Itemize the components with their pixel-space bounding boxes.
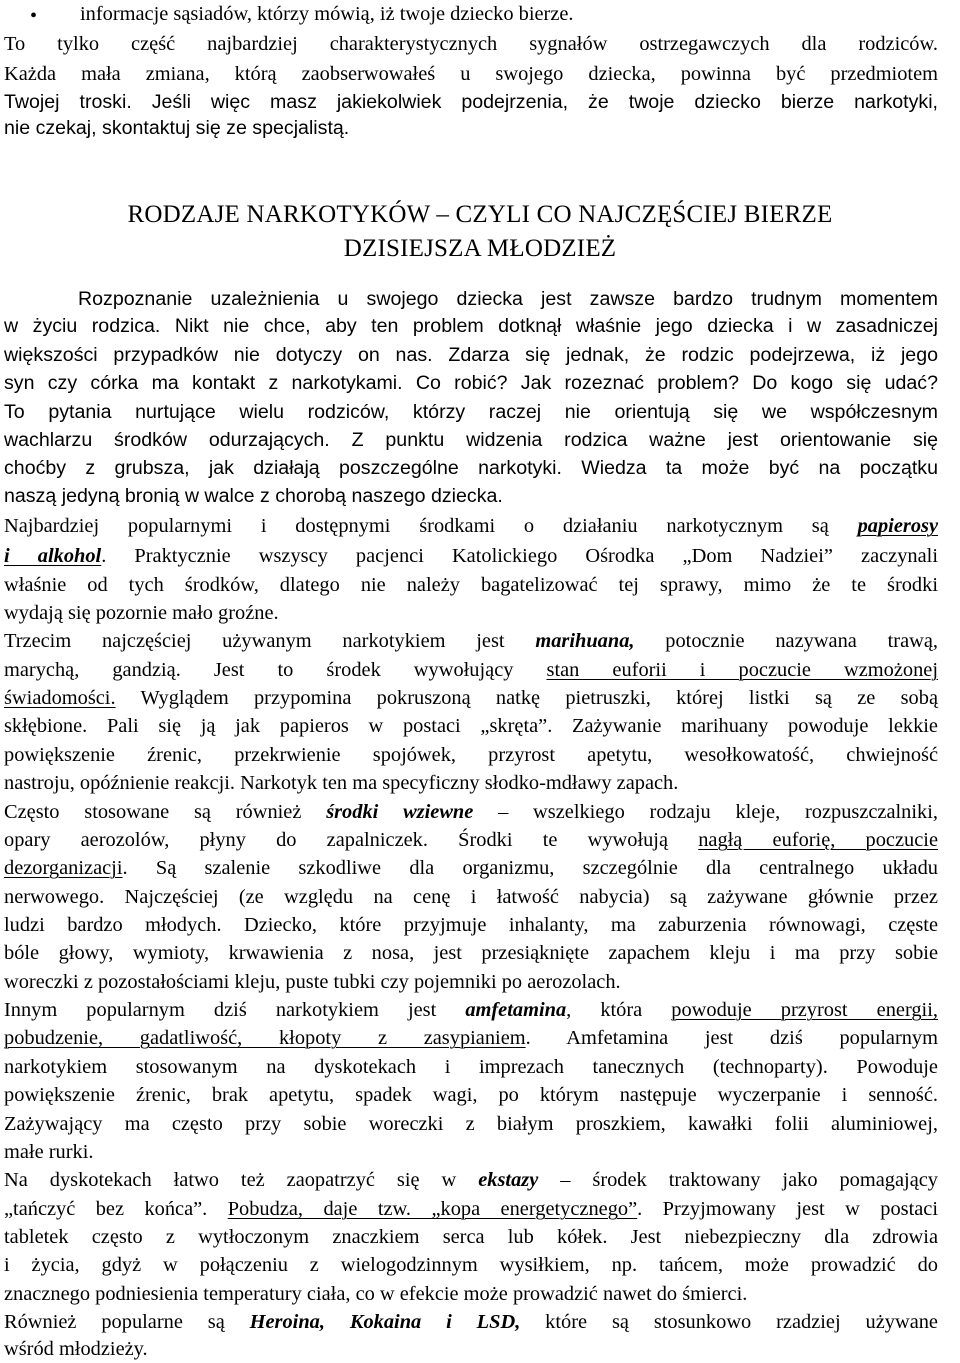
text-line: Twojej troski. Jeśli więc masz jakiekolwiek podejrzenia, że twoje dziecko bierze narkotyki,	[4, 91, 938, 113]
text-span: Również popularne są	[4, 1311, 250, 1333]
emphasis-term: ekstazy	[478, 1169, 539, 1191]
text-line: wydają się pozornie mało groźne.	[4, 602, 279, 624]
text-line: skłębione. Pali się ją jak papieros w postaci „skręta”. Zażywanie marihuany powoduje lekkie	[4, 715, 938, 737]
text-line: tabletek często z wytłoczonym znaczkiem serca lub kółek. Jest niebezpieczny dla zdrowia	[4, 1226, 938, 1248]
text-line	[4, 1196, 938, 1222]
text-line: powiększenie źrenic, przekrwienie spojówek, przyrost apetytu, wesołkowatość, chwiejność	[4, 744, 938, 766]
text-line	[4, 1167, 938, 1193]
text-line: Zażywający ma często przy sobie woreczki z białym proszkiem, kawałki folii aluminiowej,	[4, 1113, 938, 1135]
text-span: – wszelkiego rodzaju kleje, rozpuszczalniki,	[473, 801, 939, 823]
text-span: , która	[566, 999, 672, 1021]
text-line: nie czekaj, skontaktuj się ze specjalistą.	[4, 117, 350, 139]
text-span: . Amfetamina jest dziś popularnym	[525, 1027, 938, 1049]
text-line: naszą jedyną bronią w walce z chorobą naszego dziecka.	[4, 485, 503, 507]
bullet-icon: •	[30, 5, 38, 27]
text-line: To pytania nurtujące wielu rodziców, którzy raczej nie orientują się we współczesnym	[4, 401, 938, 423]
text-line: choćby z grubsza, jak działają poszczególne narkotyki. Wiedza ta może być na początku	[4, 457, 938, 479]
text-span: . Przyjmowany jest w postaci	[637, 1198, 939, 1220]
underlined-phrase: nagłą euforię, poczucie	[698, 829, 938, 851]
text-span: Najbardziej popularnymi i dostępnymi środkami o działaniu narkotycznym są	[4, 515, 858, 537]
text-line: w życiu rodzica. Nikt nie chce, aby ten problem dotknął właśnie jego dziecka i w zasadniczej	[4, 315, 938, 337]
underlined-phrase: Pobudza, daje tzw. „kopa energetycznego”	[227, 1198, 638, 1220]
text-line: bóle głowy, wymioty, krwawienia z nosa, jest przesiąknięte zapachem kleju i ma przy sobie	[4, 942, 938, 964]
text-line: powiększenie źrenic, brak apetytu, spadek wagi, po którym następuje wyczerpanie i senność.	[4, 1084, 938, 1106]
text-span: opary aerozolów, płyny do zapalniczek. Środki te wywołują	[4, 829, 699, 851]
text-line: Każda mała zmiana, którą zaobserwowałeś u swojego dziecka, powinna być przedmiotem	[4, 63, 938, 85]
text-span: marychą, gandzią. Jest to środek wywołujący	[4, 659, 547, 681]
text-span: Często stosowane są również	[4, 801, 327, 823]
emphasis-term: środki wziewne	[326, 801, 474, 823]
emphasis-term: marihuana,	[535, 630, 635, 652]
text-span: „tańczyć bez końca”.	[4, 1198, 228, 1220]
text-span: Wyglądem przypomina pokruszoną natkę pietruszki, której listki są ze sobą	[115, 687, 938, 709]
text-line: właśnie od tych środków, dlatego nie należy bagatelizować tej sprawy, mimo że te środki	[4, 574, 938, 596]
text-span: potocznie nazywana trawą,	[634, 630, 938, 652]
text-line	[4, 543, 938, 569]
text-line: woreczki z pozostałościami kleju, puste tubki czy pojemniki po aerozolach.	[4, 971, 621, 993]
text-line	[4, 855, 938, 881]
bullet-item	[30, 1, 938, 27]
text-span: Trzecim najczęściej używanym narkotykiem jest	[4, 630, 536, 652]
text-line	[4, 513, 938, 539]
underlined-phrase: dezorganizacji	[4, 857, 123, 879]
text-span: Innym popularnym dziś narkotykiem jest	[4, 999, 466, 1021]
emphasis-term: i alkohol	[4, 545, 102, 567]
text-span: Na dyskotekach łatwo też zaopatrzyć się w	[4, 1169, 479, 1191]
text-line: i życia, gdyż w połączeniu z wielogodzinnym wysiłkiem, np. tańcem, może prowadzić do	[4, 1254, 938, 1276]
emphasis-term: papierosy	[857, 515, 938, 537]
text-line	[4, 827, 938, 853]
text-line	[4, 685, 938, 711]
text-line	[4, 1309, 938, 1335]
underlined-phrase: pobudzenie, gadatliwość, kłopoty z zasypianiem	[4, 1027, 526, 1049]
section-heading-line1: RODZAJE NARKOTYKÓW – CZYLI CO NAJCZĘŚCIEJ BIERZE	[127, 201, 833, 228]
emphasis-term: amfetamina	[465, 999, 567, 1021]
text-line: syn czy córka ma kontakt z narkotykami. Co robić? Jak rozeznać problem? Do kogo się udać?	[4, 372, 938, 394]
section-heading-line2: DZISIEJSZA MŁODZIEŻ	[343, 235, 617, 262]
text-line	[4, 628, 938, 654]
emphasis-term: Heroina, Kokaina i LSD,	[249, 1311, 521, 1333]
text-line: małe rurki.	[4, 1141, 94, 1163]
text-line: nerwowego. Najczęściej (ze względu na cenę i łatwość nabycia) są zażywane głównie przez	[4, 886, 938, 908]
text-line	[4, 799, 938, 825]
text-line: wachlarzu środków odurzających. Z punktu widzenia rodzica ważne jest orientowanie się	[4, 429, 938, 451]
text-span: – środek traktowany jako pomagający	[538, 1169, 938, 1191]
underlined-phrase: powoduje przyrost energii,	[671, 999, 938, 1021]
text-line: większości przypadków nie dotyczy on nas. Zdarza się jednak, że rodzic podejrzewa, iż jego	[4, 344, 938, 366]
text-span: . Praktycznie wszyscy pacjenci Katolickiego Ośrodka „Dom Nadziei” zaczynali	[101, 545, 938, 567]
text-line	[4, 1025, 938, 1051]
text-span: które są stosunkowo rzadziej używane	[520, 1311, 938, 1333]
underlined-phrase: stan euforii i poczucie wzmożonej	[546, 659, 938, 681]
bullet-text: informacje sąsiadów, którzy mówią, iż twoje dziecko bierze.	[80, 3, 574, 25]
text-line: ludzi bardzo młodych. Dziecko, które przyjmuje inhalanty, ma zaburzenia równowagi, częste	[4, 914, 938, 936]
underlined-phrase: świadomości.	[4, 687, 116, 709]
text-line: Rozpoznanie uzależnienia u swojego dziecka jest zawsze bardzo trudnym momentem	[78, 288, 938, 310]
text-line	[4, 657, 938, 683]
text-line: znacznego podniesienia temperatury ciała, co w efekcie może prowadzić nawet do śmierci.	[4, 1283, 748, 1305]
text-span: . Są szalenie szkodliwe dla organizmu, szczególnie dla centralnego układu	[122, 857, 938, 879]
text-line: nastroju, opóźnienie reakcji. Narkotyk ten ma specyficzny słodko-mdławy zapach.	[4, 772, 679, 794]
text-line	[4, 997, 938, 1023]
text-line: wśród młodzieży.	[4, 1338, 148, 1360]
text-line: To tylko część najbardziej charakterystycznych sygnałów ostrzegawczych dla rodziców.	[4, 33, 938, 55]
text-line: narkotykiem stosowanym na dyskotekach i imprezach tanecznych (technoparty). Powoduje	[4, 1056, 938, 1078]
